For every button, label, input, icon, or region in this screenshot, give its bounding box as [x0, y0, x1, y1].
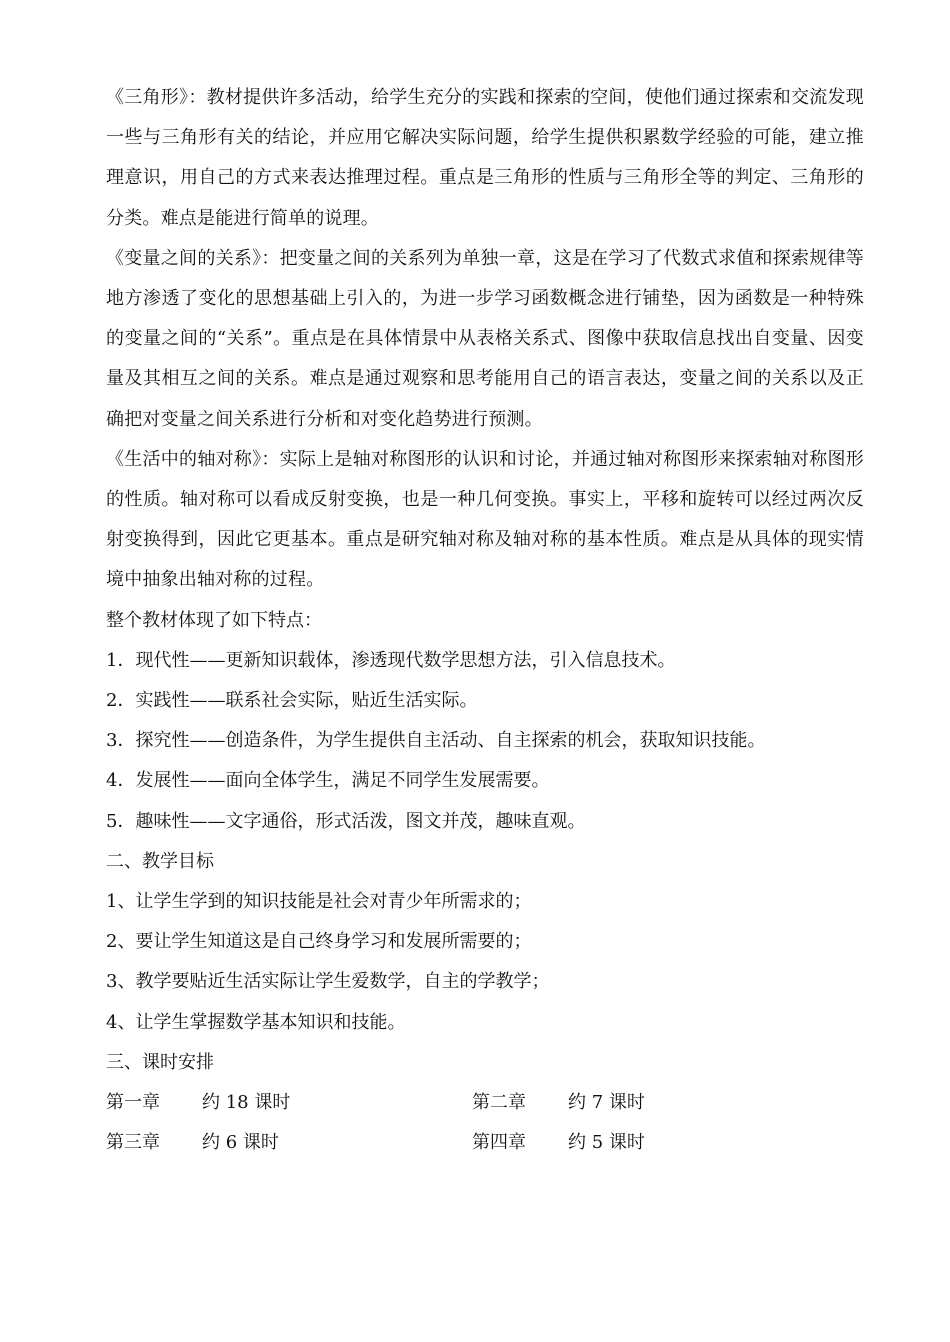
feature-item: 5．趣味性——文字通俗，形式活泼，图文并茂，趣味直观。	[106, 810, 586, 832]
chapter-hours: 约 6 课时	[202, 1132, 279, 1154]
goal-item: 3、教学要贴近生活实际让学生爱数学，自主的学教学；	[106, 971, 550, 993]
document-body	[106, 78, 864, 1163]
feature-item: 4．发展性——面向全体学生，满足不同学生发展需要。	[106, 770, 550, 792]
chapter-label: 第二章	[472, 1092, 526, 1114]
feature-item: 3．探究性——创造条件，为学生提供自主活动、自主探索的机会，获取知识技能。	[106, 730, 766, 752]
goal-item: 2、要让学生知道这是自己终身学习和发展所需要的；	[106, 931, 532, 953]
chapter-label: 第三章	[106, 1132, 160, 1154]
paragraph-variables: 《变量之间的关系》：把变量之间的关系列为单独一章，这是在学习了代数式求值和探索规律等地方渗透了变化的思想基础上引入的，为进一步学习函数概念进行铺垫，因为函数是一种特殊的变量之间的“关系”。重点是在具体情景中从表格关系式、图像中获取信息找出自变量、因变量及其相互之间的关系。难点是通过观察和思考能用自己的语言表达，变量之间的关系以及正确把对变量之间关系进行分析和对变化趋势进行预测。	[106, 247, 864, 430]
goal-item: 4、让学生掌握数学基本知识和技能。	[106, 1011, 406, 1033]
goal-item: 1、让学生学到的知识技能是社会对青少年所需求的；	[106, 891, 532, 913]
chapter-hours: 约 7 课时	[568, 1092, 645, 1114]
schedule-row	[106, 1123, 864, 1163]
chapter-hours: 约 5 课时	[568, 1132, 645, 1154]
chapter-label: 第一章	[106, 1092, 160, 1114]
schedule-row	[106, 1083, 864, 1123]
paragraph-symmetry: 《生活中的轴对称》：实际上是轴对称图形的认识和讨论，并通过轴对称图形来探索轴对称图形的性质。轴对称可以看成反射变换，也是一种几何变换。事实上，平移和旋转可以经过两次反射变换得到，因此它更基本。重点是研究轴对称及轴对称的基本性质。难点是从具体的现实情境中抽象出轴对称的过程。	[106, 448, 864, 591]
features-intro: 整个教材体现了如下特点：	[106, 609, 322, 631]
chapter-label: 第四章	[472, 1132, 526, 1154]
feature-item: 2．实践性——联系社会实际，贴近生活实际。	[106, 690, 478, 712]
feature-item: 1．现代性——更新知识载体，渗透现代数学思想方法，引入信息技术。	[106, 649, 676, 671]
paragraph-triangle: 《三角形》：教材提供许多活动，给学生充分的实践和探索的空间，使他们通过探索和交流发现一些与三角形有关的结论，并应用它解决实际问题，给学生提供积累数学经验的可能，建立推理意识，用自己的方式来表达推理过程。重点是三角形的性质与三角形全等的判定、三角形的分类。难点是能进行简单的说理。	[106, 87, 864, 229]
chapter-hours: 约 18 课时	[202, 1092, 291, 1114]
section-heading-schedule: 三、课时安排	[106, 1051, 214, 1073]
section-heading-goals: 二、教学目标	[106, 850, 214, 872]
